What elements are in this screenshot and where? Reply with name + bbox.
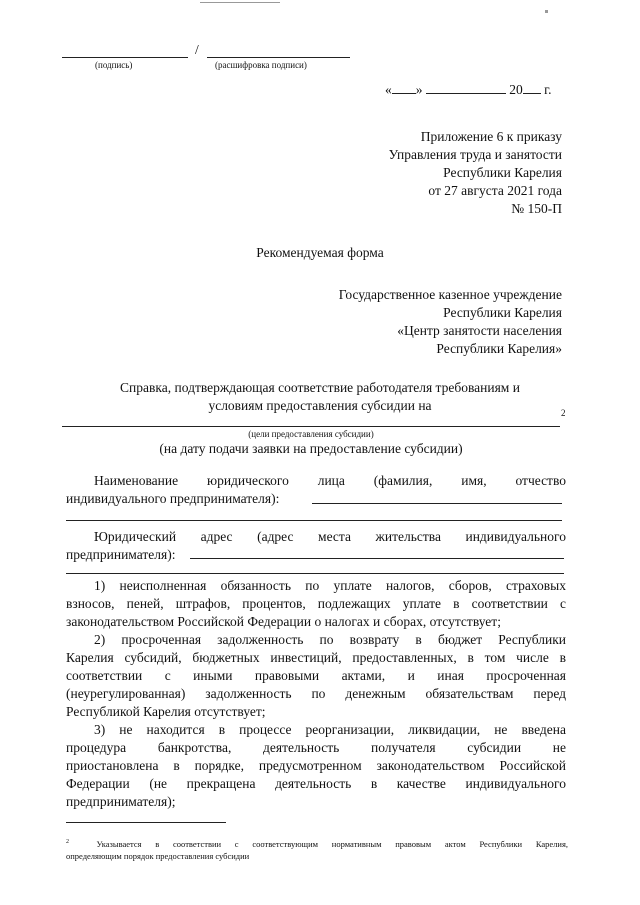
condition-line: Федерации (не прекращена деятельность в качестве индивидуального [66, 776, 566, 791]
date-day-blank [392, 93, 416, 94]
condition-line: предпринимателя); [66, 794, 176, 809]
top-scan-mark [545, 10, 548, 13]
name-field-input-line-2[interactable] [66, 520, 562, 521]
appendix-line: № 150-П [511, 201, 562, 216]
purpose-line [62, 426, 560, 427]
signature-decode-line [207, 57, 350, 58]
address-field-input-line-2[interactable] [66, 573, 564, 574]
date-month-blank [426, 93, 506, 94]
condition-line: соответствии с иными правовыми актами, и иная просроченная [66, 668, 566, 683]
address-field-label-text: предпринимателя): [66, 547, 176, 562]
date-year-prefix: 20 [509, 82, 523, 97]
signature-decode-caption: (расшифровка подписи) [215, 60, 307, 70]
signature-caption: (подпись) [95, 60, 133, 70]
condition-line: процедура банкротства, деятельность получателя субсидии не [66, 740, 566, 755]
footnote-line-2: определяющим порядок предоставления субсидии [66, 850, 250, 861]
purpose-caption: (цели предоставления субсидии) [248, 429, 374, 439]
conditions-list [66, 577, 566, 811]
condition-line: 2) просроченная задолженность по возврату в бюджет Республики [94, 632, 566, 647]
recipient-block [242, 286, 562, 358]
date-year-suffix: г. [544, 82, 552, 97]
address-field-label-2 [66, 546, 566, 564]
recipient-line: Республики Карелия [443, 305, 562, 320]
condition-line: приостановлена в порядке, предусмотренном законодательством Российской [66, 758, 566, 773]
appendix-line: от 27 августа 2021 года [428, 183, 562, 198]
condition-line: взносов, пеней, штрафов, процентов, подлежащих уплате в соответствии с [66, 596, 566, 611]
condition-line: Республикой Карелия отсутствует; [66, 704, 266, 719]
footnote-text-1: Указывается в соответствии с соответствующим нормативным правовым актом Республики Карелия, [96, 838, 569, 849]
appendix-line: Управления труда и занятости [388, 147, 562, 162]
date-close-quote: » [415, 82, 423, 97]
date-year-blank [523, 93, 541, 94]
condition-line: (неурегулированная) задолженность по денежным обязательствам перед [66, 686, 566, 701]
recommended-form-label: Рекомендуемая форма [256, 245, 384, 260]
date-note: (на дату подачи заявки на предоставление субсидии) [159, 441, 463, 456]
date-line [385, 81, 565, 99]
recipient-line: «Центр занятости населения [397, 323, 562, 338]
name-field-label: Наименование юридического лица (фамилия, имя, отчество [94, 473, 566, 488]
title-footnote-mark: 2 [561, 408, 566, 418]
appendix-block [262, 128, 562, 218]
name-field-label-2 [66, 490, 566, 508]
condition-line: Карелия субсидий, бюджетных инвестиций, предоставленных, в том числе в [66, 650, 566, 665]
condition-line: законодательством Российской Федерации о налогах и сборах, отсутствует; [66, 614, 501, 629]
condition-line: 3) не находится в процессе реорганизации, ликвидации, не введена [94, 722, 566, 737]
footnote [66, 836, 568, 862]
document-title-line1: Справка, подтверждающая соответствие работодателя требованиям и [120, 380, 520, 395]
recipient-line: Государственное казенное учреждение [338, 287, 562, 302]
footnote-line [66, 836, 568, 850]
recipient-line: Республики Карелия» [436, 341, 562, 356]
address-field-label: Юридический адрес (адрес места жительства индивидуального [94, 529, 566, 544]
signature-slash: / [195, 42, 199, 57]
appendix-line: Приложение 6 к приказу [420, 129, 562, 144]
signature-line [62, 57, 188, 58]
top-scan-line [200, 2, 280, 3]
date-open-quote: « [385, 82, 392, 97]
name-field-label-text: индивидуального предпринимателя): [66, 491, 280, 506]
address-field-input-line[interactable] [190, 558, 564, 559]
document-title-line2: условиям предоставления субсидии на [208, 398, 432, 413]
footnote-separator [66, 822, 226, 823]
name-field-input-line[interactable] [312, 503, 562, 504]
footnote-mark: 2 [66, 839, 69, 845]
condition-line: 1) неисполненная обязанность по уплате налогов, сборов, страховых [94, 578, 566, 593]
appendix-line: Республики Карелия [443, 165, 562, 180]
